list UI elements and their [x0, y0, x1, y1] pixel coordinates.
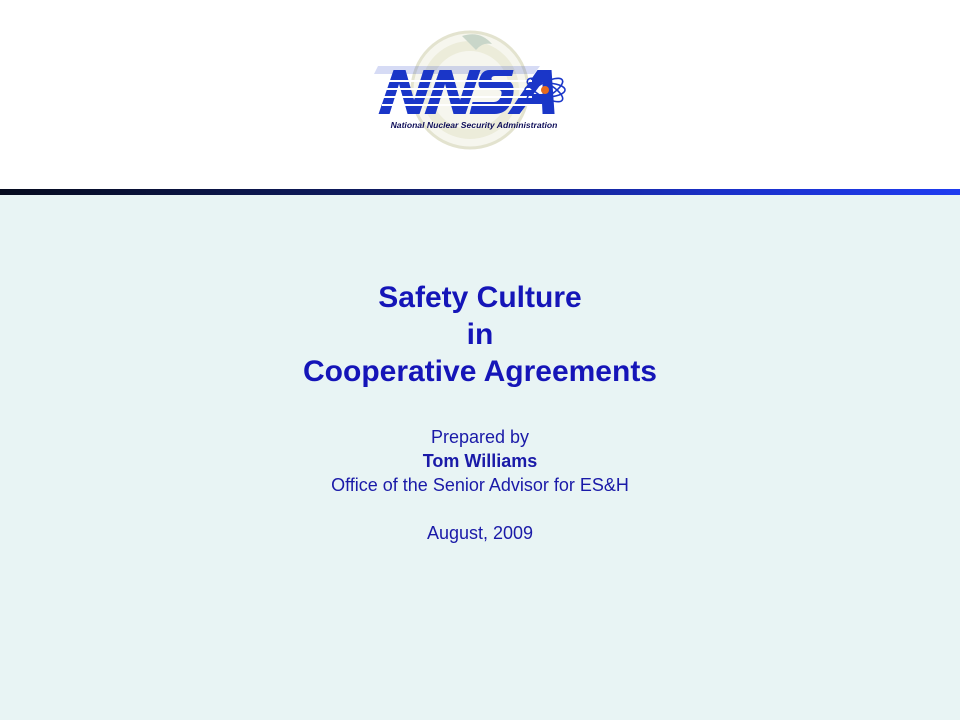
prepared-by-label: Prepared by: [430, 427, 530, 447]
nnsa-logo-graphic: [370, 28, 580, 158]
title-line: in: [466, 318, 494, 351]
slide-content: [0, 195, 960, 720]
presentation-date: August, 2009: [426, 523, 534, 543]
slide-title: [0, 279, 960, 390]
slide-byline: [0, 425, 960, 545]
nnsa-logo: [370, 28, 580, 158]
author-name: Tom Williams: [422, 451, 538, 471]
author-office: Office of the Senior Advisor for ES&H: [331, 475, 629, 495]
svg-text:National Nuclear Security Admi: National Nuclear Security Administration: [390, 120, 558, 130]
title-line: Cooperative Agreements: [303, 355, 657, 388]
slide-header: [0, 0, 960, 190]
title-line: Safety Culture: [378, 281, 582, 314]
